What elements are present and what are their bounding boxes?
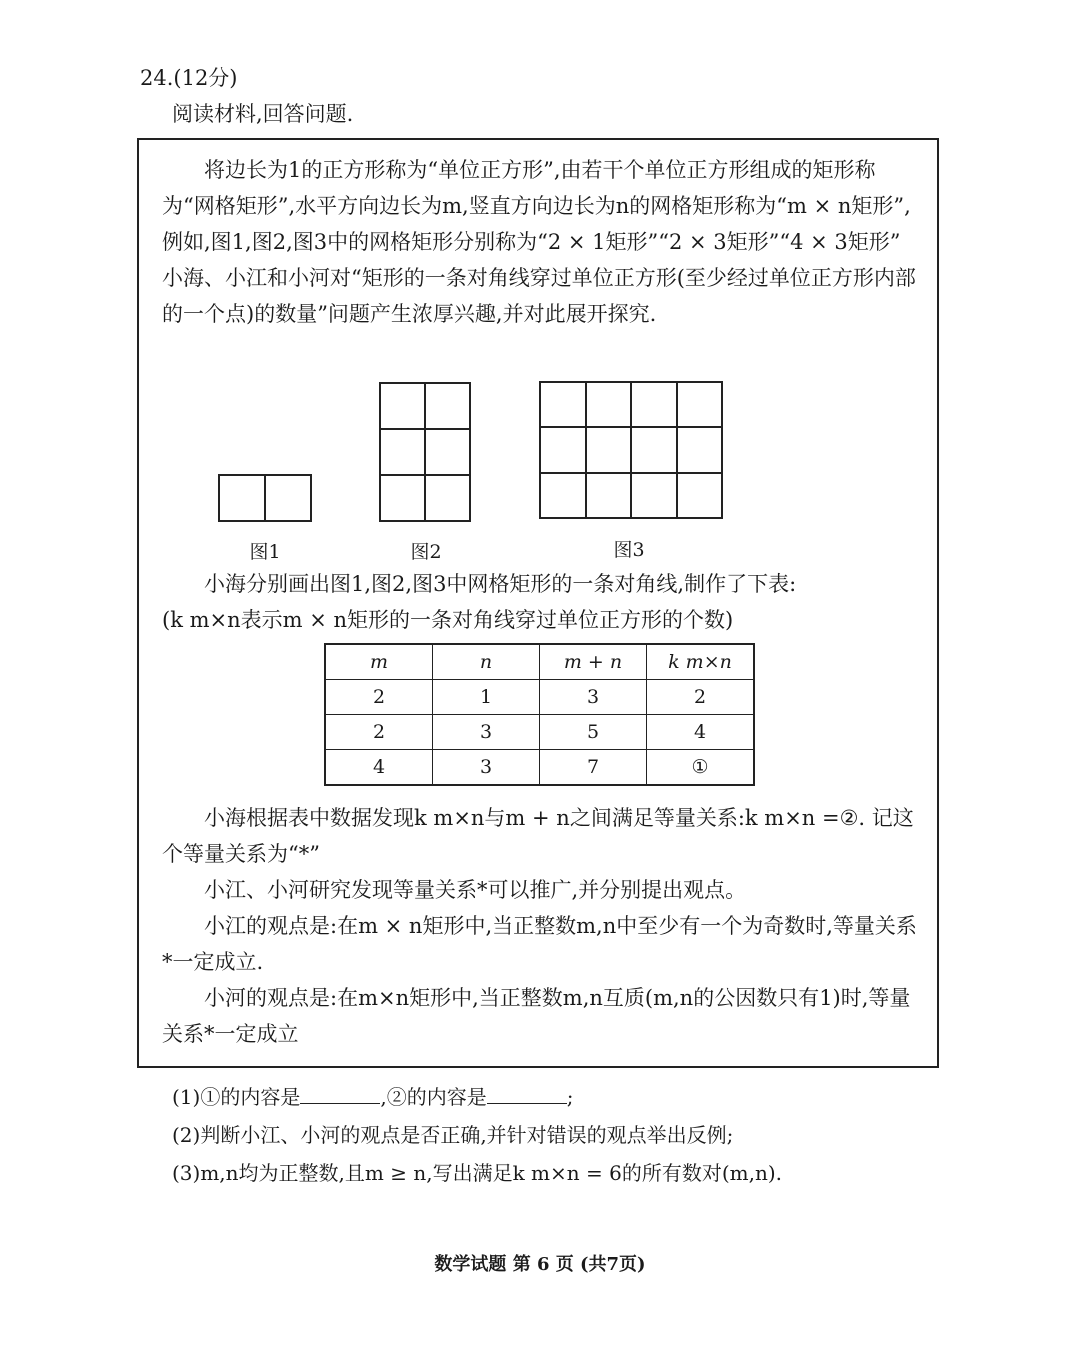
table-cell: 7 <box>540 750 647 786</box>
figure-2-grid <box>379 382 471 522</box>
q1-part-a: (1)①的内容是 <box>172 1085 301 1109</box>
answer-blank-1[interactable] <box>300 1085 380 1104</box>
table-header-cell: m + n <box>540 644 647 680</box>
data-table <box>324 643 755 786</box>
q1-part-b: ,②的内容是 <box>380 1085 487 1109</box>
table-cell: ① <box>647 750 755 786</box>
questions <box>172 1078 932 1192</box>
question-2: (2)判断小江、小河的观点是否正确,并针对错误的观点举出反例; <box>172 1123 734 1147</box>
material-discussion <box>162 800 922 1052</box>
q1-part-c: ; <box>566 1085 574 1109</box>
table-row <box>325 680 754 715</box>
table-cell: 2 <box>325 715 433 750</box>
table-cell: 3 <box>433 750 540 786</box>
table-intro-line-1: 小海分别画出图1,图2,图3中网格矩形的一条对角线,制作了下表: <box>204 572 797 596</box>
answer-blank-2[interactable] <box>487 1085 567 1104</box>
table-cell: 3 <box>540 680 647 715</box>
table-header-cell: n <box>433 644 540 680</box>
question-3: (3)m,n均为正整数,且m ≥ n,写出满足k m×n = 6的所有数对(m,n). <box>172 1161 783 1185</box>
material-intro <box>162 152 922 332</box>
question-instruction: 阅读材料,回答问题. <box>172 102 354 126</box>
intro-text: 将边长为1的正方形称为“单位正方形”,由若干个单位正方形组成的矩形称为“网格矩形”,水平方向边长为m,竖直方向边长为n的网格矩形称为“m × n矩形”,例如,图1,图2,图3中的网格矩形分别称为“2 × 1矩形”“2 × 3矩形”“4 × 3矩形” 小海、小江和小河对“矩形的一条对角线穿过单位正方形(至少经过单位正方形内部的一个点)的数量”问题产生浓厚兴趣,并对此展开探究. <box>162 158 916 326</box>
figure-1-label: 图1 <box>249 541 281 563</box>
table-cell: 4 <box>325 750 433 786</box>
table-cell: 3 <box>433 715 540 750</box>
table-intro <box>162 566 922 638</box>
table-header-cell: k m×n <box>647 644 755 680</box>
figure-1-grid <box>218 474 312 522</box>
figure-2-label: 图2 <box>410 541 442 563</box>
discovery-text: 小海根据表中数据发现k m×n与m + n之间满足等量关系:k m×n =②. 记这个等量关系为“*” <box>162 806 914 866</box>
table-header-cell: m <box>325 644 433 680</box>
table-cell: 4 <box>647 715 755 750</box>
figure-3-grid <box>539 381 723 519</box>
page-footer: 数学试题 第 6 页 (共7页) <box>434 1254 646 1275</box>
table-cell: 5 <box>540 715 647 750</box>
table-cell: 2 <box>325 680 433 715</box>
question-number: 24.(12分) <box>140 66 238 90</box>
table-row <box>325 715 754 750</box>
he-view-text: 小河的观点是:在m×n矩形中,当正整数m,n互质(m,n的公因数只有1)时,等量关系*一定成立 <box>162 986 911 1046</box>
table-intro-line-2: (k m×n表示m × n矩形的一条对角线穿过单位正方形的个数) <box>162 608 734 632</box>
figure-3-label: 图3 <box>613 539 645 561</box>
extension-text: 小江、小河研究发现等量关系*可以推广,并分别提出观点。 <box>204 878 747 902</box>
question-1 <box>172 1078 932 1116</box>
table-row <box>325 750 754 786</box>
jiang-view-text: 小江的观点是:在m × n矩形中,当正整数m,n中至少有一个为奇数时,等量关系*一定成立. <box>162 914 917 974</box>
table-cell: 1 <box>433 680 540 715</box>
table-header-row <box>325 644 754 680</box>
table-cell: 2 <box>647 680 755 715</box>
